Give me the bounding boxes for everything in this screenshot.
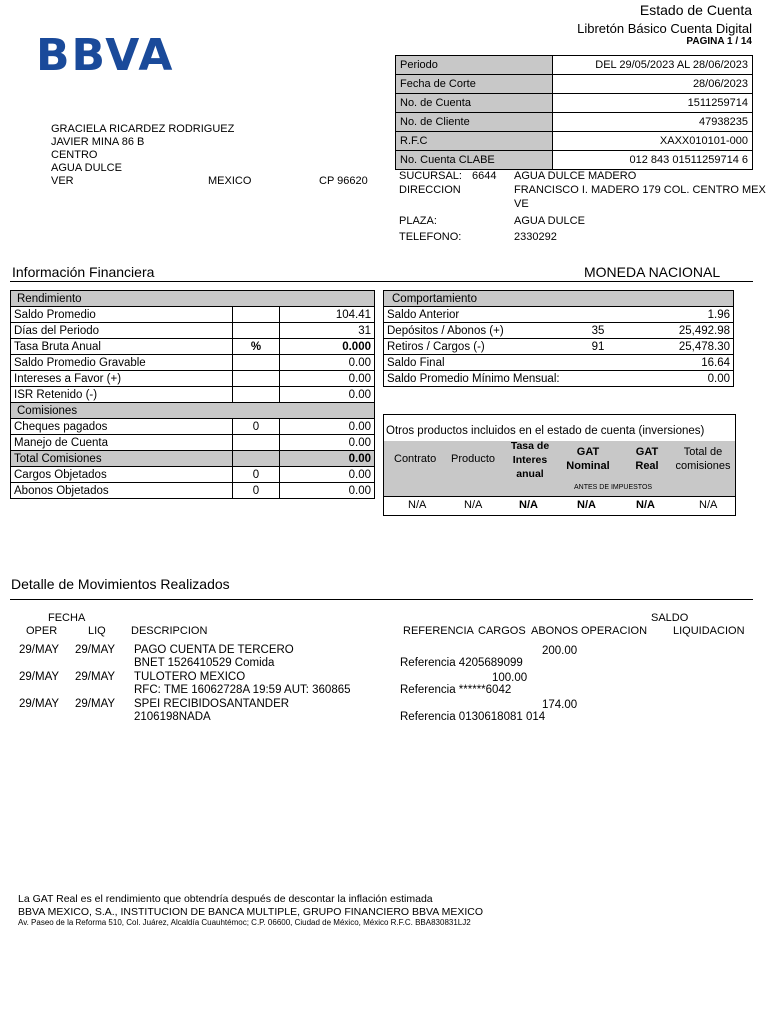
table-row: Cargos Objetados 0 0.00 <box>11 467 375 483</box>
branch-telefono: 2330292 <box>514 231 557 243</box>
rendimiento-header: Rendimiento <box>11 291 375 307</box>
movement-oper-date: 29/MAY <box>19 644 60 656</box>
comportamiento-header: Comportamiento <box>384 291 734 307</box>
col-gat-nominal: GAT Nominal <box>566 446 610 472</box>
movement-detail: 2106198NADA <box>134 711 211 723</box>
movement-description: SPEI RECIBIDOSANTANDER <box>134 698 290 710</box>
otros-value-total: N/A <box>699 499 718 511</box>
table-row: Manejo de Cuenta 0.00 <box>11 435 375 451</box>
info-row-no-cliente <box>396 113 753 132</box>
movement-liq-date: 29/MAY <box>75 644 116 656</box>
movement-liq-date: 29/MAY <box>75 698 116 710</box>
info-label: No. de Cliente <box>396 113 553 132</box>
branch-sucursal-name: AGUA DULCE MADERO <box>514 170 637 182</box>
footer-bank-name: BBVA MEXICO, S.A., INSTITUCION DE BANCA MULTIPLE, GRUPO FINANCIERO BBVA MEXICO <box>18 906 484 918</box>
customer-country: MEXICO <box>208 175 252 187</box>
branch-telefono-label: TELEFONO: <box>399 231 462 243</box>
bbva-logo: BBVA <box>36 30 175 81</box>
branch-plaza-label: PLAZA: <box>399 215 437 227</box>
otros-value-gat-nominal: N/A <box>577 499 596 511</box>
info-value: 28/06/2023 <box>553 75 753 94</box>
col-saldo: SALDO <box>651 612 689 624</box>
customer-street: JAVIER MINA 86 B <box>51 136 145 148</box>
movement-description: TULOTERO MEXICO <box>134 671 246 683</box>
customer-state-line <box>51 175 371 188</box>
table-row: Saldo Final 16.64 <box>384 355 734 371</box>
table-row: ISR Retenido (-) 0.00 <box>11 387 375 403</box>
footer <box>18 892 758 928</box>
otros-value-producto: N/A <box>464 499 483 511</box>
col-operacion: OPERACION <box>581 625 648 637</box>
info-row-clabe <box>396 151 753 170</box>
table-row: Días del Periodo 31 <box>11 323 375 339</box>
info-value: 1511259714 <box>553 94 753 113</box>
col-oper: OPER <box>26 625 58 637</box>
movement-reference: Referencia 0130618081 014 <box>400 711 546 723</box>
info-value: XAXX010101-000 <box>553 132 753 151</box>
movements-divider <box>10 599 753 600</box>
table-row: Abonos Objetados 0 0.00 <box>11 483 375 499</box>
info-label: Fecha de Corte <box>396 75 553 94</box>
currency-label: MONEDA NACIONAL <box>584 264 721 280</box>
rendimiento-table <box>10 290 375 499</box>
customer-state: VER <box>51 175 74 187</box>
antes-impuestos-label: ANTES DE IMPUESTOS <box>574 484 653 491</box>
customer-city: AGUA DULCE <box>51 162 122 174</box>
otros-value-contrato: N/A <box>408 499 427 511</box>
otros-value-gat-real: N/A <box>636 499 655 511</box>
info-label: Periodo <box>396 56 553 75</box>
col-referencia: REFERENCIA <box>403 625 474 637</box>
footer-gat-note: La GAT Real es el rendimiento que obtendría después de descontar la inflación estimada <box>18 893 433 905</box>
movement-amount: 100.00 <box>492 672 528 684</box>
customer-name: GRACIELA RICARDEZ RODRIGUEZ <box>51 123 235 135</box>
customer-colony: CENTRO <box>51 149 98 161</box>
col-cargos: CARGOS <box>478 625 526 637</box>
branch-sucursal-code: 6644 <box>472 170 497 182</box>
info-value: 47938235 <box>553 113 753 132</box>
branch-direccion-1: FRANCISCO I. MADERO 179 COL. CENTRO MEX <box>514 184 766 196</box>
col-total-comisiones: Total de comisiones <box>675 446 731 472</box>
info-row-periodo <box>396 56 753 75</box>
table-row: Saldo Anterior 1.96 <box>384 307 734 323</box>
statement-subtitle: Libretón Básico Cuenta Digital <box>577 21 752 36</box>
customer-cp: CP 96620 <box>319 175 368 187</box>
info-label: No. de Cuenta <box>396 94 553 113</box>
col-contrato: Contrato <box>394 453 437 465</box>
table-row: Retiros / Cargos (-) 91 25,478.30 <box>384 339 734 355</box>
table-row: Saldo Promedio Gravable 0.00 <box>11 355 375 371</box>
movement-oper-date: 29/MAY <box>19 698 60 710</box>
table-row: Depósitos / Abonos (+) 35 25,492.98 <box>384 323 734 339</box>
movement-reference: Referencia 4205689099 <box>400 657 523 669</box>
comisiones-header: Comisiones <box>11 403 375 419</box>
table-row: Tasa Bruta Anual % 0.000 <box>11 339 375 355</box>
table-row: Cheques pagados 0 0.00 <box>11 419 375 435</box>
info-row-fecha-corte <box>396 75 753 94</box>
movement-row <box>0 671 768 697</box>
otros-divider <box>384 496 735 497</box>
info-label: R.F.C <box>396 132 553 151</box>
col-fecha: FECHA <box>48 612 86 624</box>
movement-reference: Referencia ******6042 <box>400 684 512 696</box>
financial-info-title: Información Financiera <box>12 264 155 280</box>
col-descripcion: DESCRIPCION <box>131 625 208 637</box>
info-value: DEL 29/05/2023 AL 28/06/2023 <box>553 56 753 75</box>
statement-title: Estado de Cuenta <box>639 2 752 18</box>
comportamiento-table <box>383 290 734 387</box>
movement-detail: RFC: TME 16062728A 19:59 AUT: 360865 <box>134 684 351 696</box>
col-liq: LIQ <box>88 625 106 637</box>
page-indicator: PAGINA 1 / 14 <box>686 36 752 47</box>
col-gat-real: GAT Real <box>635 446 659 472</box>
branch-plaza: AGUA DULCE <box>514 215 585 227</box>
info-row-no-cuenta <box>396 94 753 113</box>
movements-title: Detalle de Movimientos Realizados <box>11 576 230 592</box>
movement-row <box>0 698 768 724</box>
customer-address <box>51 123 371 188</box>
otros-productos-box <box>383 414 736 516</box>
table-row: Saldo Promedio 104.41 <box>11 307 375 323</box>
movement-row <box>0 644 768 670</box>
movement-detail: BNET 1526410529 Comida <box>134 657 275 669</box>
financial-divider <box>10 281 753 282</box>
table-row: Intereses a Favor (+) 0.00 <box>11 371 375 387</box>
otros-productos-title: Otros productos incluidos en el estado de cuenta (inversiones) <box>386 425 705 437</box>
movement-description: PAGO CUENTA DE TERCERO <box>134 644 294 656</box>
table-row: Saldo Promedio Mínimo Mensual: 0.00 <box>384 371 734 387</box>
total-comisiones-row: Total Comisiones 0.00 <box>11 451 375 467</box>
movement-oper-date: 29/MAY <box>19 671 60 683</box>
branch-direccion-2: VE <box>514 198 529 210</box>
otros-value-tasa: N/A <box>519 499 538 511</box>
movement-amount: 174.00 <box>542 699 578 711</box>
info-label: No. Cuenta CLABE <box>396 151 553 170</box>
branch-sucursal-label: SUCURSAL: <box>399 170 462 182</box>
col-tasa: Tasa de Interes anual <box>510 440 550 480</box>
branch-direccion-label: DIRECCION <box>399 184 461 196</box>
col-producto: Producto <box>451 453 496 465</box>
account-info-table <box>395 55 753 170</box>
col-abonos: ABONOS <box>531 625 579 637</box>
col-liquidacion: LIQUIDACION <box>673 625 745 637</box>
movement-liq-date: 29/MAY <box>75 671 116 683</box>
footer-bank-address: Av. Paseo de la Reforma 510, Col. Juárez, Alcaldía Cuauhtémoc; C.P. 06600, Ciudad de México, México R.F.C. BBA830831LJ2 <box>18 918 471 927</box>
movement-amount: 200.00 <box>542 645 578 657</box>
info-value: 012 843 01511259714 6 <box>553 151 753 170</box>
info-row-rfc <box>396 132 753 151</box>
